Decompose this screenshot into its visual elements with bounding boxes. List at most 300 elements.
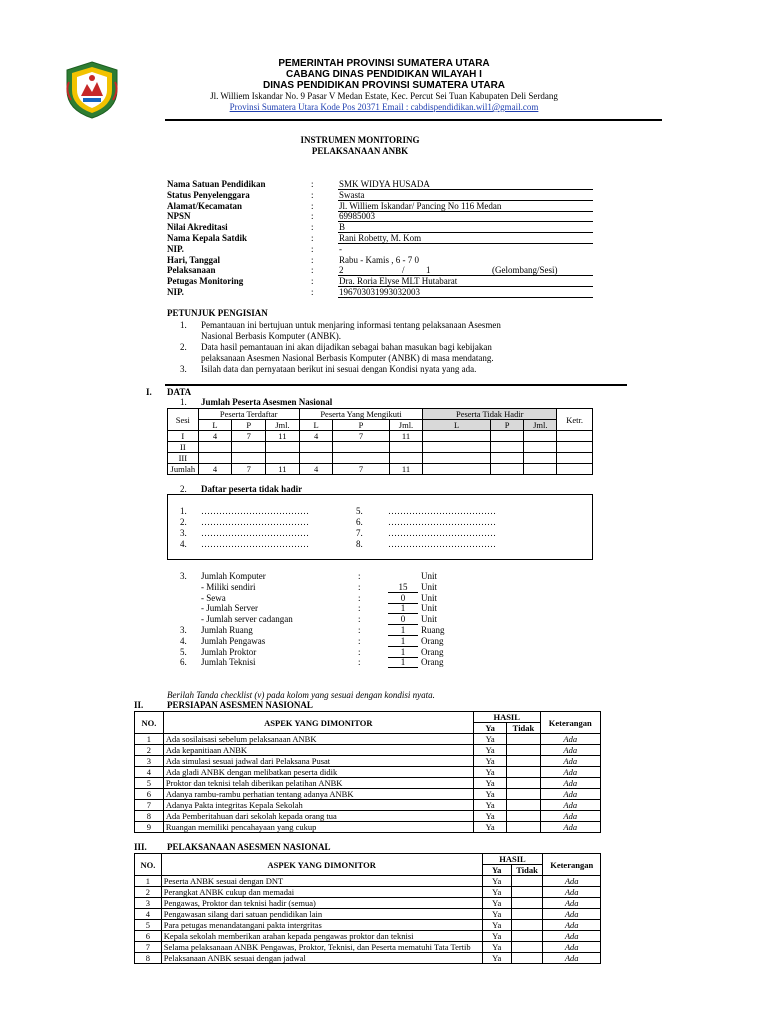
resource-underline <box>388 667 418 668</box>
table-row <box>135 887 601 898</box>
cell-value: 7 <box>333 464 389 475</box>
table-row <box>135 920 601 931</box>
identity-underline <box>338 189 593 190</box>
identity-colon: : <box>311 254 314 265</box>
identity-underline <box>338 297 593 298</box>
petunjuk-line: Nasional Berbasis Komputer (ANBK). <box>201 331 341 341</box>
identity-value2: 1 <box>426 265 431 276</box>
letterhead-line1: PEMERINTAH PROVINSI SUMATERA UTARA <box>278 58 490 69</box>
cell-aspek: Selama pelaksanaan ANBK Pengawas, Proktor, Teknisi, dan Peserta mematuhi Tata Tertib <box>161 942 482 953</box>
cell-tidak <box>507 767 540 778</box>
resource-colon: : <box>358 614 361 625</box>
table-row <box>135 931 601 942</box>
identity-label: Nama Satuan Pendidikan <box>167 179 266 189</box>
resource-colon: : <box>358 625 361 635</box>
cell-sesi: I <box>168 431 199 442</box>
resource-colon: : <box>358 581 361 592</box>
th-ketr: Ketr. <box>557 409 593 431</box>
cell-value <box>557 431 593 442</box>
table-row <box>135 876 601 887</box>
cell-keterangan: Ada <box>540 800 600 811</box>
table-row <box>135 745 601 756</box>
section2-number: II. <box>134 700 144 710</box>
resource-label: - Jumlah Server <box>201 603 258 614</box>
cell-tidak <box>507 822 540 833</box>
resource-number: 4. <box>180 635 187 646</box>
th-tidak-hadir: Peserta Tidak Hadir <box>423 409 557 420</box>
resource-value: 15 <box>398 581 408 592</box>
resource-label: Jumlah Komputer <box>201 571 266 581</box>
cell-aspek: Ada simulasi sesuai jadwal dari Pelaksana Pusat <box>163 756 473 767</box>
cell-aspek: Kepala sekolah memberikan arahan kepada pengawas proktor dan teknisi <box>161 931 482 942</box>
cell-value <box>423 453 490 464</box>
th-sub: L <box>299 420 333 431</box>
table-row <box>135 789 601 800</box>
cell-no: 1 <box>135 876 162 887</box>
cell-value <box>490 442 524 453</box>
cell-value <box>490 464 524 475</box>
cell-keterangan: Ada <box>543 953 601 964</box>
th-sub: Jml. <box>266 420 300 431</box>
cell-no: 3 <box>135 898 162 909</box>
cell-sesi: II <box>168 442 199 453</box>
cell-aspek: Proktor dan teknisi telah diberikan pelatihan ANBK <box>163 778 473 789</box>
th-sub: L <box>198 420 232 431</box>
identity-value: Rabu - Kamis , 6 - 7 0 <box>339 254 419 265</box>
petunjuk-title: PETUNJUK PENGISIAN <box>167 308 268 318</box>
letterhead-contact-link[interactable]: Provinsi Sumatera Utara Kode Pos 20371 Email : cabdispendidikan.wil1@gmail.com <box>229 102 539 112</box>
th-ya: Ya <box>473 723 507 734</box>
table-row <box>135 953 601 964</box>
cell-keterangan: Ada <box>540 778 600 789</box>
cell-aspek: Ada Pemberitahuan dari sekolah kepada orang tua <box>163 811 473 822</box>
cell-keterangan: Ada <box>543 898 601 909</box>
cell-keterangan: Ada <box>540 811 600 822</box>
cell-aspek: Pengawas, Proktor dan teknisi hadir (semua) <box>161 898 482 909</box>
resource-number: 3. <box>180 625 187 635</box>
th-sub: Jml. <box>389 420 423 431</box>
cell-keterangan: Ada <box>540 745 600 756</box>
resource-unit: Unit <box>421 614 438 625</box>
table-row <box>168 431 593 442</box>
resource-value: 0 <box>400 614 406 625</box>
cell-keterangan: Ada <box>543 909 601 920</box>
table-row <box>135 942 601 953</box>
th-tidak: Tidak <box>507 723 540 734</box>
absent-number: 6. <box>356 517 363 527</box>
cell-aspek: Pengawasan silang dari satuan pendidikan lain <box>161 909 482 920</box>
identity-value: 196703031993032003 <box>339 287 420 297</box>
resource-value: 1 <box>400 646 406 657</box>
identity-value: Swasta <box>339 189 365 200</box>
th-keterangan: Keterangan <box>543 854 601 876</box>
letterhead-line3: DINAS PENDIDIKAN PROVINSI SUMATERA UTARA <box>262 80 506 91</box>
resource-label: Jumlah Proktor <box>201 646 257 657</box>
absent-dots: ……………………………… <box>388 517 496 527</box>
cell-value <box>423 442 490 453</box>
absent-number: 4. <box>180 539 187 549</box>
table-row <box>135 756 601 767</box>
resource-value: 0 <box>400 592 406 603</box>
resource-unit: Orang <box>421 646 444 657</box>
cell-value <box>557 453 593 464</box>
cell-aspek: Adanya Pakta integritas Kepala Sekolah <box>163 800 473 811</box>
petunjuk-line: Data hasil pemantauan ini akan dijadikan sebagai bahan masukan bagi kebijakan <box>201 342 492 352</box>
absent-number: 2. <box>180 517 187 527</box>
cell-ya: Ya <box>482 942 511 953</box>
resource-colon: : <box>358 646 361 657</box>
identity-underline <box>338 211 593 212</box>
identity-underline <box>338 243 593 244</box>
cell-value <box>490 453 524 464</box>
cell-keterangan: Ada <box>543 920 601 931</box>
identity-colon: : <box>311 287 314 297</box>
th-no: NO. <box>135 854 162 876</box>
identity-slash: / <box>402 265 405 276</box>
table-row <box>168 464 593 475</box>
cell-value: 11 <box>389 464 423 475</box>
table-row <box>135 909 601 920</box>
identity-value: - <box>339 243 342 254</box>
cell-ya: Ya <box>473 767 507 778</box>
th-aspek: ASPEK YANG DIMONITOR <box>163 712 473 734</box>
cell-keterangan: Ada <box>540 734 600 745</box>
cell-value: 11 <box>266 431 300 442</box>
absent-number: 5. <box>356 506 363 516</box>
cell-no: 2 <box>135 887 162 898</box>
cell-no: 8 <box>135 811 164 822</box>
resource-label: - Miliki sendiri <box>201 581 256 592</box>
cell-ya: Ya <box>482 909 511 920</box>
cell-tidak <box>511 931 543 942</box>
section3-title: PELAKSANAAN ASESMEN NASIONAL <box>167 842 331 852</box>
cell-value: 7 <box>232 431 266 442</box>
absent-dots: ……………………………… <box>388 539 496 549</box>
identity-value: SMK WIDYA HUSADA <box>339 179 430 189</box>
section1-sub1-title: Jumlah Peserta Asesmen Nasional <box>201 397 333 407</box>
th-sub: P <box>490 420 524 431</box>
letterhead-line2: CABANG DINAS PENDIDIKAN WILAYAH I <box>286 69 482 80</box>
cell-value: 4 <box>299 431 333 442</box>
cell-tidak <box>511 909 543 920</box>
cell-tidak <box>507 789 540 800</box>
cell-aspek: Perangkat ANBK cukup dan memadai <box>161 887 482 898</box>
identity-suffix: (Gelombang/Sesi) <box>492 265 558 276</box>
cell-aspek: Ada kepanitiaan ANBK <box>163 745 473 756</box>
cell-value <box>423 464 490 475</box>
cell-no: 6 <box>135 931 162 942</box>
section1-sub1-number: 1. <box>180 397 187 407</box>
doc-title-line2: PELAKSANAAN ANBK <box>311 146 409 156</box>
table-row <box>135 800 601 811</box>
th-sub: Jml. <box>524 420 557 431</box>
cell-sesi: Jumlah <box>168 464 199 475</box>
identity-colon: : <box>311 211 314 222</box>
petunjuk-number: 1. <box>180 320 187 330</box>
cell-value <box>198 442 232 453</box>
identity-label: NPSN <box>167 211 191 222</box>
identity-label: Petugas Monitoring <box>167 276 244 287</box>
cell-keterangan: Ada <box>543 887 601 898</box>
cell-keterangan: Ada <box>540 822 600 833</box>
section3-number: III. <box>134 842 147 852</box>
cell-sesi: III <box>168 453 199 464</box>
cell-tidak <box>507 800 540 811</box>
section1-title: DATA <box>167 387 192 397</box>
absent-dots: ……………………………… <box>388 528 496 538</box>
cell-tidak <box>511 887 543 898</box>
identity-colon: : <box>311 200 314 211</box>
resource-number: 6. <box>180 657 187 668</box>
cell-aspek: Ada sosilaisasi sebelum pelaksanaan ANBK <box>163 734 473 745</box>
identity-colon: : <box>311 233 314 243</box>
identity-colon: : <box>311 189 314 200</box>
cell-no: 2 <box>135 745 164 756</box>
table-row <box>135 898 601 909</box>
cell-value <box>333 453 389 464</box>
cell-keterangan: Ada <box>540 789 600 800</box>
resource-unit: Orang <box>421 635 444 646</box>
section1-rule <box>165 384 627 386</box>
identity-value: Rani Robetty, M. Kom <box>339 233 422 243</box>
resource-unit: Unit <box>421 571 438 581</box>
cell-tidak <box>511 953 543 964</box>
cell-value <box>299 442 333 453</box>
section2-title: PERSIAPAN ASESMEN NASIONAL <box>167 700 313 710</box>
section1-number: I. <box>146 387 152 397</box>
resource-unit: Unit <box>421 603 438 614</box>
identity-value: 69985003 <box>339 211 375 222</box>
identity-underline <box>338 221 593 222</box>
identity-label: Nama Kepala Satdik <box>167 233 248 243</box>
absent-number: 3. <box>180 528 187 538</box>
cell-no: 7 <box>135 942 162 953</box>
absent-number: 1. <box>180 506 187 516</box>
cell-ya: Ya <box>473 756 507 767</box>
cell-ya: Ya <box>473 745 507 756</box>
resource-label: - Jumlah server cadangan <box>201 614 293 625</box>
cell-no: 8 <box>135 953 162 964</box>
cell-tidak <box>507 811 540 822</box>
identity-colon: : <box>311 179 314 189</box>
th-keterangan: Keterangan <box>540 712 600 734</box>
identity-value: B <box>339 222 346 233</box>
cell-no: 9 <box>135 822 164 833</box>
resource-colon: : <box>358 603 361 614</box>
cell-ya: Ya <box>473 789 507 800</box>
th-sesi: Sesi <box>168 409 199 431</box>
persiapan-table <box>134 711 601 833</box>
cell-value <box>423 431 490 442</box>
resource-unit: Unit <box>421 592 438 603</box>
petunjuk-line: Pemantauan ini bertujuan untuk menjaring informasi tentang pelaksanaan Asesmen <box>201 320 501 330</box>
table-row <box>135 811 601 822</box>
th-tidak: Tidak <box>511 865 543 876</box>
cell-value <box>198 453 232 464</box>
cell-value <box>299 453 333 464</box>
cell-ya: Ya <box>473 811 507 822</box>
resource-label: Jumlah Teknisi <box>201 657 256 668</box>
cell-no: 5 <box>135 920 162 931</box>
table-row <box>135 734 601 745</box>
absent-dots: ……………………………… <box>201 517 309 527</box>
cell-value: 11 <box>389 431 423 442</box>
resource-unit: Orang <box>421 657 444 668</box>
cell-keterangan: Ada <box>543 876 601 887</box>
cell-ya: Ya <box>473 822 507 833</box>
cell-aspek: Adanya rambu-rambu perhatian tentang adanya ANBK <box>163 789 473 800</box>
cell-value: 4 <box>299 464 333 475</box>
resource-label: Jumlah Pengawas <box>201 635 266 646</box>
cell-no: 5 <box>135 778 164 789</box>
identity-label: Alamat/Kecamatan <box>167 200 242 211</box>
cell-tidak <box>507 756 540 767</box>
cell-value <box>524 464 557 475</box>
header-row <box>135 854 601 865</box>
table-row <box>135 778 601 789</box>
identity-label: NIP. <box>167 243 184 254</box>
cell-aspek: Ruangan memiliki pencahayaan yang cukup <box>163 822 473 833</box>
th-hasil: HASIL <box>482 854 543 865</box>
cell-tidak <box>511 876 543 887</box>
cell-value <box>524 442 557 453</box>
cell-value: 7 <box>333 431 389 442</box>
cell-aspek: Pelaksanaan ANBK sesuai dengan jadwal <box>161 953 482 964</box>
absent-dots: ……………………………… <box>388 506 496 516</box>
table-row <box>135 767 601 778</box>
absent-dots: ……………………………… <box>201 539 309 549</box>
petunjuk-number: 2. <box>180 342 187 352</box>
cell-value <box>524 431 557 442</box>
resource-colon: : <box>358 635 361 646</box>
cell-ya: Ya <box>482 898 511 909</box>
petunjuk-line: Isilah data dan pernyataan berikut ini sesuai dengan Kondisi nyata yang ada. <box>201 364 477 374</box>
th-ya: Ya <box>482 865 511 876</box>
cell-ya: Ya <box>482 931 511 942</box>
cell-ya: Ya <box>482 953 511 964</box>
section1-sub2-number: 2. <box>180 484 187 494</box>
cell-no: 3 <box>135 756 164 767</box>
identity-colon: : <box>311 276 314 287</box>
table-row <box>168 453 593 464</box>
cell-value <box>557 442 593 453</box>
cell-value: 11 <box>266 464 300 475</box>
cell-tidak <box>507 734 540 745</box>
cell-ya: Ya <box>473 800 507 811</box>
cell-aspek: Peserta ANBK sesuai dengan DNT <box>161 876 482 887</box>
cell-value <box>266 453 300 464</box>
resource-value: 1 <box>400 657 406 668</box>
cell-value <box>490 431 524 442</box>
cell-value <box>524 453 557 464</box>
letterhead-address: Jl. Williem Iskandar No. 9 Pasar V Medan Estate, Kec. Percut Sei Tuan Kabupaten Deli Serdang <box>210 91 558 101</box>
cell-value <box>266 442 300 453</box>
doc-title-line1: INSTRUMEN MONITORING <box>300 135 420 145</box>
cell-no: 1 <box>135 734 164 745</box>
cell-value <box>333 442 389 453</box>
cell-tidak <box>507 778 540 789</box>
resource-colon: : <box>358 571 361 581</box>
identity-label: Status Penyelenggara <box>167 189 250 200</box>
cell-ya: Ya <box>473 734 507 745</box>
cell-ya: Ya <box>473 778 507 789</box>
letterhead-rule <box>165 119 662 121</box>
cell-keterangan: Ada <box>543 931 601 942</box>
cell-aspek: Ada gladi ANBK dengan melibatkan peserta didik <box>163 767 473 778</box>
identity-label: Nilai Akreditasi <box>167 222 228 233</box>
resource-unit: Ruang <box>421 625 445 635</box>
th-sub: P <box>232 420 266 431</box>
resource-label: Jumlah Ruang <box>201 625 253 635</box>
cell-value <box>232 453 266 464</box>
absent-number: 7. <box>356 528 363 538</box>
identity-colon: : <box>311 243 314 254</box>
th-sub: L <box>423 420 490 431</box>
absent-dots: ……………………………… <box>201 506 309 516</box>
th-no: NO. <box>135 712 164 734</box>
cell-ya: Ya <box>482 920 511 931</box>
cell-keterangan: Ada <box>540 756 600 767</box>
cell-ya: Ya <box>482 876 511 887</box>
cell-no: 6 <box>135 789 164 800</box>
petunjuk-line: pelaksanaan Asesmen Nasional Berbasis Komputer (ANBK) di masa mendatang. <box>201 353 494 363</box>
header-row <box>135 712 601 723</box>
identity-colon: : <box>311 265 314 276</box>
pelaksanaan-table <box>134 853 601 964</box>
resource-number: 3. <box>180 571 187 581</box>
resource-value: 1 <box>400 603 406 614</box>
table-row <box>135 822 601 833</box>
cell-value: 4 <box>198 431 232 442</box>
resource-unit: Unit <box>421 581 438 592</box>
cell-keterangan: Ada <box>543 942 601 953</box>
cell-value: 4 <box>198 464 232 475</box>
cell-value <box>389 453 423 464</box>
cell-tidak <box>507 745 540 756</box>
absent-number: 8. <box>356 539 363 549</box>
cell-tidak <box>511 898 543 909</box>
cell-tidak <box>511 920 543 931</box>
identity-label: NIP. <box>167 287 184 297</box>
cell-keterangan: Ada <box>540 767 600 778</box>
cell-value <box>389 442 423 453</box>
absent-dots: ……………………………… <box>201 528 309 538</box>
cell-no: 7 <box>135 800 164 811</box>
identity-value: 2 <box>339 265 344 276</box>
petunjuk-number: 3. <box>180 364 187 374</box>
cell-value: 7 <box>232 464 266 475</box>
section1-sub2-title: Daftar peserta tidak hadir <box>201 484 303 494</box>
th-sub: P <box>333 420 389 431</box>
resource-number: 5. <box>180 646 187 657</box>
th-mengikuti: Peserta Yang Mengikuti <box>299 409 423 420</box>
th-aspek: ASPEK YANG DIMONITOR <box>161 854 482 876</box>
identity-colon: : <box>311 222 314 233</box>
th-terdaftar: Peserta Terdaftar <box>198 409 299 420</box>
table-row <box>168 442 593 453</box>
cell-value <box>232 442 266 453</box>
identity-value: Jl. Williem Iskandar/ Pancing No 116 Medan <box>339 200 502 211</box>
identity-value: Dra. Roria Elyse MLT Hutabarat <box>339 276 458 287</box>
resource-colon: : <box>358 657 361 668</box>
cell-tidak <box>511 942 543 953</box>
cell-ya: Ya <box>482 887 511 898</box>
resource-colon: : <box>358 592 361 603</box>
th-hasil: HASIL <box>473 712 540 723</box>
resource-value: 1 <box>400 635 406 646</box>
cell-no: 4 <box>135 767 164 778</box>
identity-label: Pelaksanaan <box>167 265 216 276</box>
